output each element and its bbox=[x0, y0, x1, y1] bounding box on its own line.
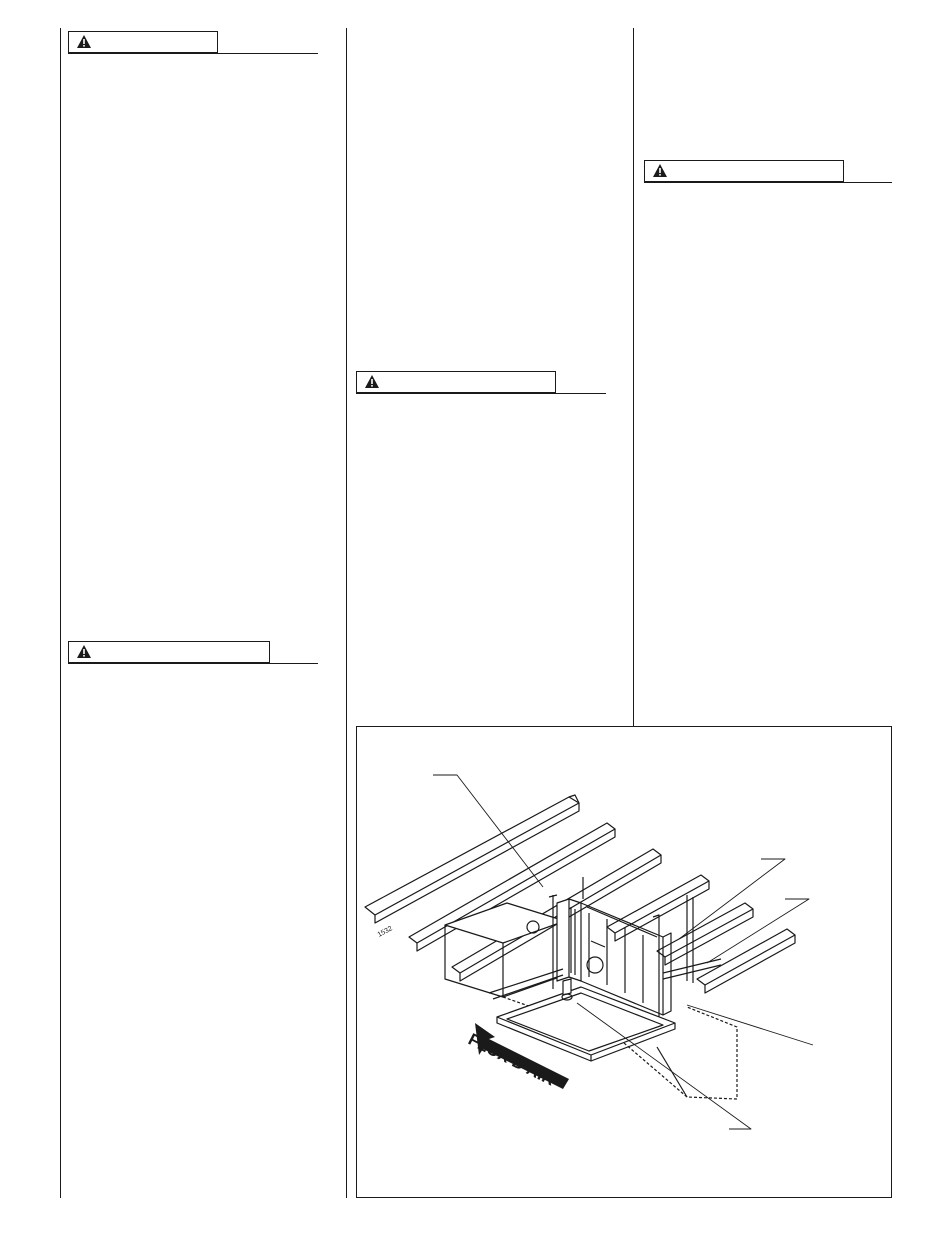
warning-triangle-icon bbox=[77, 645, 91, 658]
installation-figure bbox=[356, 726, 892, 1198]
warning-header-1 bbox=[68, 31, 318, 53]
warning-triangle-icon bbox=[77, 35, 91, 48]
figure-drawing bbox=[357, 727, 893, 1199]
warning-header-2 bbox=[68, 641, 318, 663]
airflow-label: FLUX D'AIR bbox=[465, 1029, 559, 1090]
column-rule-middle bbox=[346, 28, 347, 1198]
drain-pan bbox=[497, 987, 675, 1061]
ceiling-joists bbox=[365, 795, 795, 993]
warning-header-4 bbox=[644, 160, 892, 182]
column-rule-left bbox=[60, 28, 61, 1198]
warning-triangle-icon bbox=[365, 375, 379, 388]
warning-triangle-icon bbox=[653, 164, 667, 177]
duct-stamp: 1532 bbox=[376, 925, 394, 939]
column-rule-right bbox=[633, 28, 634, 726]
warning-header-3 bbox=[356, 371, 606, 393]
